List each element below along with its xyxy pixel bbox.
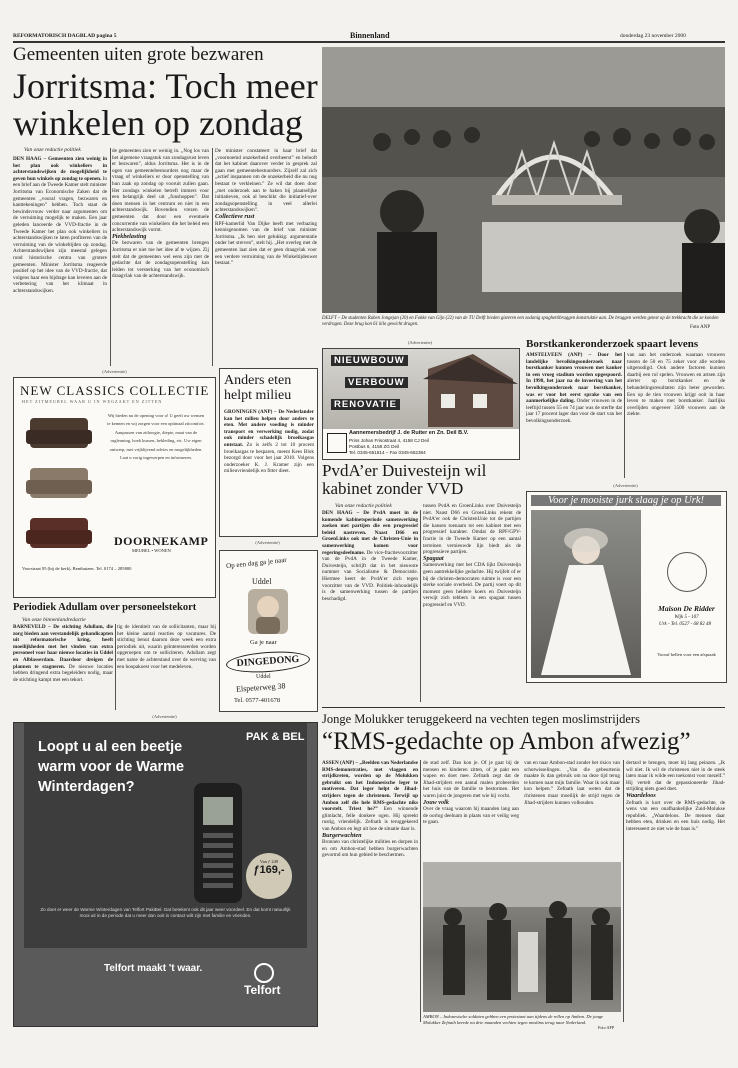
masthead-rule xyxy=(13,41,725,43)
nieuwbouw-ad-address: Prins Johan Frisostraat 4, 4158 CJ Deil xyxy=(349,438,429,443)
photo2-caption: AMBON – Indonesische soldaten gebben een protestant aan tijdens de rellen op Ambon. De jonge Molukker Zefnath keerde na drie maanden vechten tegen moslims terug naar Nederland. xyxy=(423,1014,604,1025)
classics-ad-subtitle: HET ZITMEUBEL WAAR U IN WEGZAKT EN ZITTEN xyxy=(22,399,163,404)
classics-ad-sofa-images xyxy=(22,410,97,560)
classics-ad-body: Wij bieden nu de opening voor u! U geeft uw wensen te kennen en wij zorgen voor een optimaal zitcomfort. Aanpassen van zithoogte, diepte, maat van de rugleuning, hoek kussen, bekleding, etc. Uw eigen ontwerp, met vrijblijvend advies en mogelijkheden. Laat u vorig ingewerpen en informeren. xyxy=(107,413,205,461)
lead-headline-line2: winkelen op zondag xyxy=(13,103,303,143)
lead-column-2: de gemeenten zien er weinig in. „Nog los van het algemene vraagstuk van zondagsrust leven er bezwaren”, aldus Jorritsma. Het is in de ogen van gemeentebestuurders nog maar de vraag of winkeliers er door openstelling van hun zaak op zondag op vooruit zullen gaan. Het zondags winkelen betreft immers voor een belangrijk deel uit „funshoppen”. Dat doen mensen in het centrum en niet in een achterstandswijk. Bovendien vrezen de gemeenten dat door een eventuele concurrentie van winkeliers die het beleid een achterstandswijk vormt. Piekbelasting De bezwaren van de gemeenten brengen Jorritsma er niet toe het idee af te wijzen. Zij stelt dat de gemeenten wel eens zijn met de gedachte dat de zondagsopenstelling kan leiden tot versterking van het economisch draagvlak van de achterstandswijk. xyxy=(112,148,209,280)
rms-dateline: ASSEN (ANP) – xyxy=(322,760,359,766)
photo2-credit: Foto AFP xyxy=(598,1025,615,1030)
bride-ad-label: (Advertentie) xyxy=(613,483,638,488)
rms-column-2: de stad zelf. Dan kon je. Of je gaat bij de mensen en kinderen zitten, of je pakt een wapen en doet mee. Zefnath zegt dat de Jihad-strijders een aantal malen probeerden het huis van de familie te bestormen. Het waren juist de jongeren met wie hij vocht. Jouw volk Over de vraag waarom hij maanden lang aan de oorlog deelnam in plaats van er veilig weg te gaan. xyxy=(423,760,519,826)
masthead-date: donderdag 23 november 2000 xyxy=(620,33,686,39)
masthead-left: REFORMATORISCH DAGBLAD pagina 5 xyxy=(13,33,117,39)
classics-ad-title: NEW CLASSICS COLLECTIE xyxy=(20,383,210,398)
telfort-ad-label: (Advertentie) xyxy=(152,714,177,719)
bride-ad[interactable] xyxy=(526,491,727,683)
lead-headline-line1: Jorritsma: Toch meer xyxy=(13,66,318,106)
bride-ad-shop: Maison De Ridder xyxy=(658,604,715,613)
uddel-ad-line2: Uddel xyxy=(252,577,272,586)
phone-screen xyxy=(203,797,233,825)
pvda-subhead: Spagaat xyxy=(423,554,444,562)
rms-subhead1: Burgerwachten xyxy=(322,831,362,839)
classics-ad-label: (Advertentie) xyxy=(102,369,127,374)
adullam-byline: Van onze binnenlandredactie xyxy=(22,617,86,623)
pvda-headline xyxy=(322,462,522,498)
bride-ad-street: Wijk 5 - 107 xyxy=(674,615,699,620)
mobile-phone-icon xyxy=(194,783,242,903)
telfort-ad[interactable] xyxy=(13,722,318,1027)
news-photo-delft xyxy=(322,47,725,313)
rms-subhead3: Waardeloos xyxy=(626,791,656,799)
uddel-ad-line1: Op een dag ga je naar xyxy=(225,555,288,571)
uddel-ad-brand: DINGEDONG xyxy=(225,649,310,675)
classics-ad-brand: DOORNEKAMP xyxy=(114,534,209,548)
uddel-ad[interactable] xyxy=(219,550,318,712)
photo1-credit: Foto ANP xyxy=(690,325,711,330)
lead-column-3: De minister constateert in haar brief dat „voornoemd onzekerheid overheerst” en belooft dat het kabinet daarover verder in gesprek zal gaan met gemeentebestuurders. Zijzelf zal zich „actief inspannen om de onzekerheid die nu nog bestaat te verkleinen.” Ze wil dat doen door „met onderzoek aan te haken bij plaatselijke initiatieven, ook al beschikt die initiatief-over zondagsopenstelling in veel allerlei achterstandswijken”. Collectieve rust RPF-kamerlid Van Dijke heeft met verbazing kennisgenomen van de brief van minister Jorritsma. „Ik ben niet gelukkig: argumentatie onder het streven”, stelt hij. „Het overleg met de gemeenten laat zien dat er geen draagvlak voor een verdere verruiming van de Winkeltijdenwet bestaat.” xyxy=(215,148,317,267)
pvda-headline-line1: PvdA’er Duivesteijn wil xyxy=(322,461,487,480)
lead-headline xyxy=(13,68,323,142)
lead-divider-1 xyxy=(110,148,111,366)
telfort-ad-brand: Telfort xyxy=(244,983,281,997)
lead-column-1: DEN HAAG – Gemeenten zien weinig in het plan ook winkeliers in achterstandswijken de mogelijkheid te geven hun winkels op zondag te openen. In een brief aan de Tweede Kamer stelt minister Jorritsma van Economische Zaken dat de gemeenten „vooral vragen, bezwaren en kanttekeningen” hebben. Toch staat de bewindsvrouw verder naar argumenten om de verruiming mogelijk te maken. Een jaar geleden lanceerde de VVD-fractie in de Tweede Kamer het plan ook winkeliers in achterstandswijken te laten profiteren van de verruiming van de winkeltijden op zondag. Achterstandswijken zijn meestal gelegen rond historische centra van grotere gemeenten. Minister Jorritsma reageerde positief op het idee van de VVD-fractie, dat volgens haar een bijdrage kan leveren aan de verbetering van het klimaat in achterstandswijken. xyxy=(13,156,107,294)
borst-headline: Borstkankeronderzoek spaart levens xyxy=(526,338,699,350)
borst-divider xyxy=(624,352,625,478)
uddel-ad-label: (Advertentie) xyxy=(255,540,280,545)
rms-column-3: van en naar Ambon-stad zonder het risico van schotwisselingen. „Van die gebeurtenis maakte ik dan gebruik om na deze tijd terug te komen naar mijn familie. Waar ik ook maar kon helpen.” Zefnath laat weten dat de christenen maar moeilijk de strijd tegen de Jihad-strijders kunnen volhouden. xyxy=(524,760,620,806)
pvda-column-1: DEN HAAG – De PvdA moet in de komende kabinetsperiode samenwerking zoeken met partijen die een progressief beleid nastreven. Naast D66 en GroenLinks ook met de Christen-Unie in samenwerking komen voor regeringsdeelname. De vice-fractievoorzitter van de PvdA in de Tweede Kamer, Duivesteijn, schrijft dat in het nieuwste nummer van Socialisme & Democratie. Hiermee keert de PvdA’er zich tegen voorzitter van de VVD. Politiek-inhoudelijk is de samenwerking tussen de partijen beschadigd. xyxy=(322,510,418,602)
borst-dateline: AMSTELVEEN (ANP) – xyxy=(526,352,592,358)
uddel-ad-phone: Tel. 0577-401678 xyxy=(234,697,281,704)
delft-photo-illustration xyxy=(322,47,725,313)
uddel-ad-place: Uddel xyxy=(256,674,271,680)
masthead-section: Binnenland xyxy=(350,31,390,40)
classics-ad-address: Voorstraat 95 (bij de kerk), Benthuizen. Tel. 0174 – 285800 xyxy=(22,566,132,571)
baby-photo xyxy=(248,589,288,634)
uddel-ad-line3: Ga je naar xyxy=(250,639,277,646)
telfort-ad-price: ƒ169,- xyxy=(253,864,285,876)
anders-eten-box xyxy=(219,368,318,537)
telfort-ad-headline: Loopt u al een beetje warm voor de Warme Winterdagen? xyxy=(38,739,185,795)
nieuwbouw-ad-company: Aannemersbedrijf J. de Ruiter en Zn. Deil B.V. xyxy=(349,430,469,436)
nieuwbouw-ad-label: (Advertentie) xyxy=(407,340,433,345)
sofa-icon xyxy=(22,410,97,560)
nieuwbouw-logo-icon xyxy=(327,433,347,453)
ambon-photo-illustration xyxy=(423,862,621,1012)
adullam-column-2: tig de identiteit van de sollicitanten, maar bij het kleine aantal reacties op vacatures. De stichting benut daarom deze week een extra periodiek uit, waarin geïnteresseerden worden opgeroepen om te solliciteren. Adullam zegt met name de achterstand over de werving van een hoopakoest voor het medeleven. xyxy=(117,624,216,670)
rms-kicker: Jonge Molukker teruggekeerd na vechten tegen moslimstrijders xyxy=(322,712,640,726)
nieuwbouw-ad-word1: NIEUWBOUW xyxy=(331,355,408,366)
classics-ad[interactable] xyxy=(13,377,216,598)
pvda-divider xyxy=(420,510,421,702)
telfort-ad-paybel: PAK & BEL xyxy=(246,731,305,743)
nieuwbouw-ad[interactable] xyxy=(322,348,520,460)
classics-ad-brand-sub: MEUBEL • WONEN xyxy=(132,548,171,553)
nieuwbouw-ad-word2: VERBOUW xyxy=(345,377,408,388)
photo1-caption: DELFT – De studenten Ruben Jongejan (20) en Fokke van Gijn (22) van de TU Delft bieden gisteren een zodanig spaghettibruggen konstruktie aan. De bruggen werden getest op de trekkracht die ze konden verdragen. Deze brug kon 61 kilo gewicht dragen. xyxy=(322,316,719,327)
telfort-ad-body: Zo doet er weer de Warme Winterdagen van Telfort PakiBel. Dat betekent ook dit jaar weer voordeel. En dat komt natuurlijk mooi uit in de periode dat u meer dan ooit in contact wilt zijn met familie en vrienden. xyxy=(40,907,291,918)
rms-headline: “RMS-gedachte op Ambon afwezig” xyxy=(322,728,691,755)
adullam-column-1: BARNEVELD – De stichting Adullam, die zorg bieden aan verstandelijk gehandicapten uit reformatorische kring, heeft moeilijkheden met het vinden van extra personeel voor haar nieuwe locaties in Uddel en Alblasserdam. Daardoor dreigen de plannen te stagneren. De nieuwe locaties hebben dringend extra begeleiders nodig, maar de stichting kampt met een tekort. xyxy=(13,624,113,683)
rms-column-1: ASSEN (ANP) – „Beelden van Nederlandse RMS-demonstraties, met vlaggen en strijdkreten, worden op de Molukken gebruikt om het Indonesische leger te motiveren. Dat leger helpt de Jihad-strijders tegen de christenen. Terwijl op Ambon zelf die hele RMS-gedachte niks voorstelt. Triest he?” Een winnende glimlacht, felle donkere ogen. Hij spreekt rustig, vriendelijk. Zefnath is teruggekeerd van Ambon en legt uit hoe de situatie daar is. Burgerwachten Bronnen van christelijke milities en dorpen in en om Ambon-stad hebben burgerwachten gevormd om hun gebied te beschermen. xyxy=(322,760,418,859)
borst-column-1: AMSTELVEEN (ANP) – Door het landelijke bevolkingsonderzoek naar borstkanker kunnen vrouwen met kanker in een vroeg stadium worden opgespoord. In 1998, het jaar na de invoering van het bevolkingsonderzoek naar borstkanker, was er voor het eerst sprake van een aanmerkelijke daling. Onder vrouwen in de leeftijd tussen 55 en 74 jaar was de sterfte dat jaar 17 procent lager dan voor de start van het bevolkingsonderzoek. xyxy=(526,352,622,424)
adullam-dateline: BARNEVELD – xyxy=(13,624,51,630)
price-badge xyxy=(246,853,292,899)
bride-ad-phone: Urk - Tel. 0527 - 68 82 48 xyxy=(658,622,712,627)
rms-divider-1 xyxy=(420,760,421,1022)
lead-byline: Van onze redactie politiek xyxy=(24,147,81,153)
adullam-divider xyxy=(115,624,116,710)
lead-kicker: Gemeenten uiten grote bezwaren xyxy=(13,44,264,65)
telfort-logo-icon xyxy=(254,963,274,983)
pvda-byline: Van onze redactie politiek xyxy=(335,503,392,509)
baby-icon xyxy=(248,589,288,634)
bride-ad-note: Vooraf bellen voor een afspraak xyxy=(657,652,716,657)
pvda-headline-line2: kabinet zonder VVD xyxy=(322,479,464,498)
rms-subhead2: Jouw volk xyxy=(423,798,449,806)
bride-icon xyxy=(531,510,641,678)
borst-column-2: van aan het onderzoek waaraan vrouwen tussen de 50 en 75 zeker voor alle worden uitgenodigd. Ook andere factoren kunnen daarbij een rol spelen. Vrouwen en artsen zijn alerter op borstkanker en de behandelingsresultaten zijn beter geworden. Een op de tien vrouwen krijgt ooit in haar leven te maken met borstkanker. Jaarlijks overlijden ongeveer 3500 vrouwen aan de ziekte. xyxy=(627,352,725,418)
rms-top-rule xyxy=(322,707,725,708)
uddel-ad-street: Elspeterweg 38 xyxy=(235,681,286,694)
lead-divider-2 xyxy=(212,148,213,366)
bride-logo-icon xyxy=(667,552,707,592)
telfort-ad-price-old: Van ƒ 249 xyxy=(259,859,279,864)
anders-eten-dateline: GRONINGEN (ANP) – xyxy=(224,409,277,415)
nieuwbouw-ad-word3: RENOVATIE xyxy=(331,399,400,410)
news-photo-ambon xyxy=(423,862,621,1012)
bride-photo xyxy=(531,510,641,678)
bride-ad-slogan: Voor je mooiste jurk slaag je op Urk! xyxy=(531,495,721,506)
nieuwbouw-ad-postal: Postbus 6, 4158 ZG Deil xyxy=(349,444,400,449)
anders-eten-body: GRONINGEN (ANP) – De Nederlander kan het milieu helpen door anders te eten. Met andere voeding is minder transport en verwerking nodig, zodat ook minder schadelijk broeikasgas ontstaat. Zo is zelfs 2 tot 10 procent broeikasgas te besparen, meent Kees Blok bezorgd door voor het jaar 2010. Volgens onderzoeker K. J. Kramer zijn een milieuvriendelijk en fitter dieet. xyxy=(224,409,314,475)
pvda-column-2: tussen PvdA en GroenLinks over Duivesteijn niet. Naast D66 en GroenLinks rekent de PvdA’er ook de ChristenUnie tot de partijen die kansen toenaam tot een kabinet met een progressief karakter. Omdat de RPF/GPV-fractie in de Tweede Kamer op een aantal terreinen vernieuwde lijn biedt als de progressieve partijen. Spagaat Samenwerking met het CDA lijkt Duivesteijn geen aantrekkelijke gedachte. Hij twijfelt of er bij de christen-democraten ruimte is voor een sterke sociale overheid. De partij voert op dit moment geen heldere koers en Duivesteijn verwijt zich tebbers in een spagaat tussen progressief en VVD. xyxy=(423,503,521,608)
rms-divider-3 xyxy=(623,760,624,1022)
adullam-headline: Periodiek Adullam over personeelstekort xyxy=(13,602,197,613)
rms-column-4: dertard te brengen, moet hij lang peinzen. „Ik wil niet. Ik wil de christenen niet in de steek laten maar ik wilde een toekomst voor mezelf.” Hij vertelt dat de gepassioneerde Jihad-strijding niets goed doet. Waardeloos Zefnath is kort over de RMS-gedachte, de wens van een onafhankelijke Zuid-Molukse republiek. „Waardeloos. De mensen daar hebben eten, drinken en een huis nodig. Het interesseert ze niet wie de baas is.” xyxy=(626,760,725,832)
anders-eten-headline: Anders eten helpt milieu xyxy=(224,373,292,403)
nieuwbouw-ad-phone: Tel. 0345-651814 – Fax 0345-652384 xyxy=(349,450,426,455)
telfort-ad-cta: Telfort maakt 't waar. xyxy=(104,963,203,974)
phone-keypad xyxy=(203,833,233,893)
